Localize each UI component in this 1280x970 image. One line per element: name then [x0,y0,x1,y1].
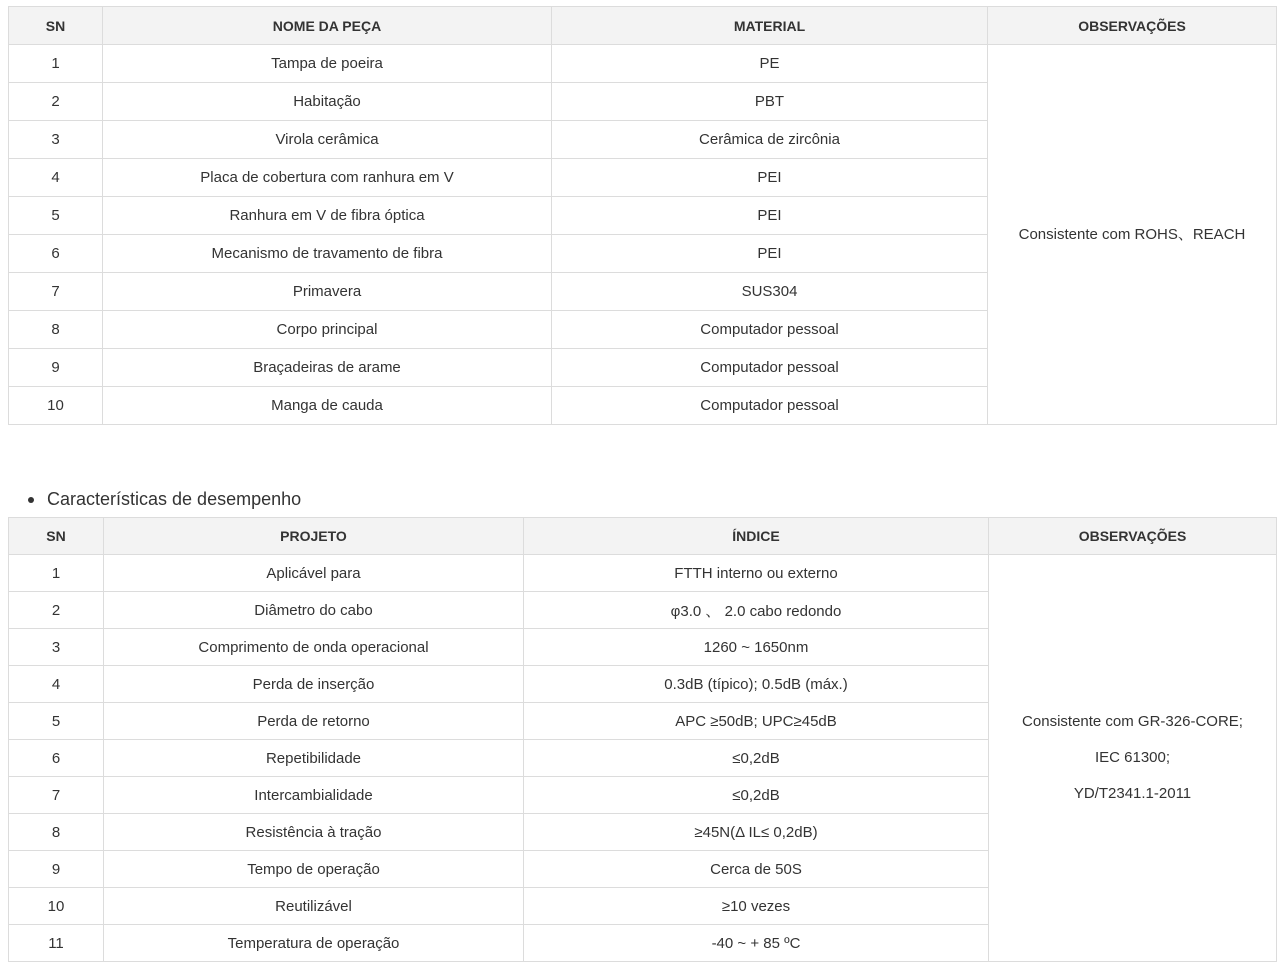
cell-project: Repetibilidade [104,740,524,777]
cell-sn: 10 [9,888,104,925]
cell-material: PEI [552,197,988,235]
cell-sn: 5 [9,197,103,235]
observation-line: YD/T2341.1-2011 [1073,785,1192,802]
cell-project: Reutilizável [104,888,524,925]
header-project: PROJETO [104,518,524,555]
cell-index: φ3.0 、 2.0 cabo redondo [524,592,989,629]
header-sn: SN [9,518,104,555]
header-index: ÍNDICE [524,518,989,555]
cell-material: PEI [552,159,988,197]
table-row [9,45,1277,83]
cell-sn: 3 [9,629,104,666]
cell-project: Perda de retorno [104,703,524,740]
cell-project: Resistência à tração [104,814,524,851]
cell-material: SUS304 [552,273,988,311]
cell-sn: 4 [9,666,104,703]
cell-index: ≥10 vezes [524,888,989,925]
table-header-row [9,518,1277,555]
cell-sn: 6 [9,235,103,273]
cell-part-name: Mecanismo de travamento de fibra [103,235,552,273]
cell-material: PBT [552,83,988,121]
cell-sn: 4 [9,159,103,197]
section-title: Características de desempenho [47,489,302,509]
cell-sn: 2 [9,592,104,629]
cell-material: Computador pessoal [552,349,988,387]
cell-index: ≥45N(Δ IL≤ 0,2dB) [524,814,989,851]
cell-sn: 9 [9,349,103,387]
cell-material: Computador pessoal [552,387,988,425]
cell-part-name: Placa de cobertura com ranhura em V [103,159,552,197]
header-observations: OBSERVAÇÕES [989,518,1277,555]
cell-sn: 5 [9,703,104,740]
cell-part-name: Corpo principal [103,311,552,349]
table-row [9,555,1277,592]
cell-index: FTTH interno ou externo [524,555,989,592]
cell-index: ≤0,2dB [524,777,989,814]
cell-index: -40 ~ + 85 ºC [524,925,989,962]
cell-project: Diâmetro do cabo [104,592,524,629]
cell-sn: 6 [9,740,104,777]
cell-part-name: Ranhura em V de fibra óptica [103,197,552,235]
cell-index: Cerca de 50S [524,851,989,888]
cell-part-name: Primavera [103,273,552,311]
table-header-row [9,7,1277,45]
cell-sn: 9 [9,851,104,888]
cell-index: 0.3dB (típico); 0.5dB (máx.) [524,666,989,703]
cell-part-name: Virola cerâmica [103,121,552,159]
cell-sn: 1 [9,45,103,83]
cell-sn: 8 [9,311,103,349]
cell-project: Perda de inserção [104,666,524,703]
header-sn: SN [9,7,103,45]
performance-table [8,517,1277,962]
parts-material-table [8,6,1277,425]
observation-line: IEC 61300; [1094,749,1171,766]
cell-index: APC ≥50dB; UPC≥45dB [524,703,989,740]
cell-sn: 7 [9,777,104,814]
header-observations: OBSERVAÇÕES [988,7,1277,45]
cell-project: Tempo de operação [104,851,524,888]
section-heading-performance [28,489,301,510]
cell-observation [989,555,1277,962]
cell-sn: 3 [9,121,103,159]
cell-part-name: Tampa de poeira [103,45,552,83]
observation-line: Consistente com GR-326-CORE; [1022,713,1243,730]
header-material: MATERIAL [552,7,988,45]
cell-part-name: Habitação [103,83,552,121]
cell-project: Aplicável para [104,555,524,592]
cell-sn: 7 [9,273,103,311]
cell-index: 1260 ~ 1650nm [524,629,989,666]
cell-sn: 10 [9,387,103,425]
cell-project: Comprimento de onda operacional [104,629,524,666]
cell-sn: 11 [9,925,104,962]
cell-project: Intercambialidade [104,777,524,814]
cell-part-name: Manga de cauda [103,387,552,425]
cell-material: Cerâmica de zircônia [552,121,988,159]
cell-project: Temperatura de operação [104,925,524,962]
cell-material: Computador pessoal [552,311,988,349]
cell-material: PE [552,45,988,83]
cell-observation: Consistente com ROHS、REACH [988,45,1277,425]
cell-sn: 2 [9,83,103,121]
cell-material: PEI [552,235,988,273]
cell-part-name: Braçadeiras de arame [103,349,552,387]
cell-sn: 1 [9,555,104,592]
header-part-name: NOME DA PEÇA [103,7,552,45]
cell-index: ≤0,2dB [524,740,989,777]
bullet-icon [28,497,34,503]
cell-sn: 8 [9,814,104,851]
